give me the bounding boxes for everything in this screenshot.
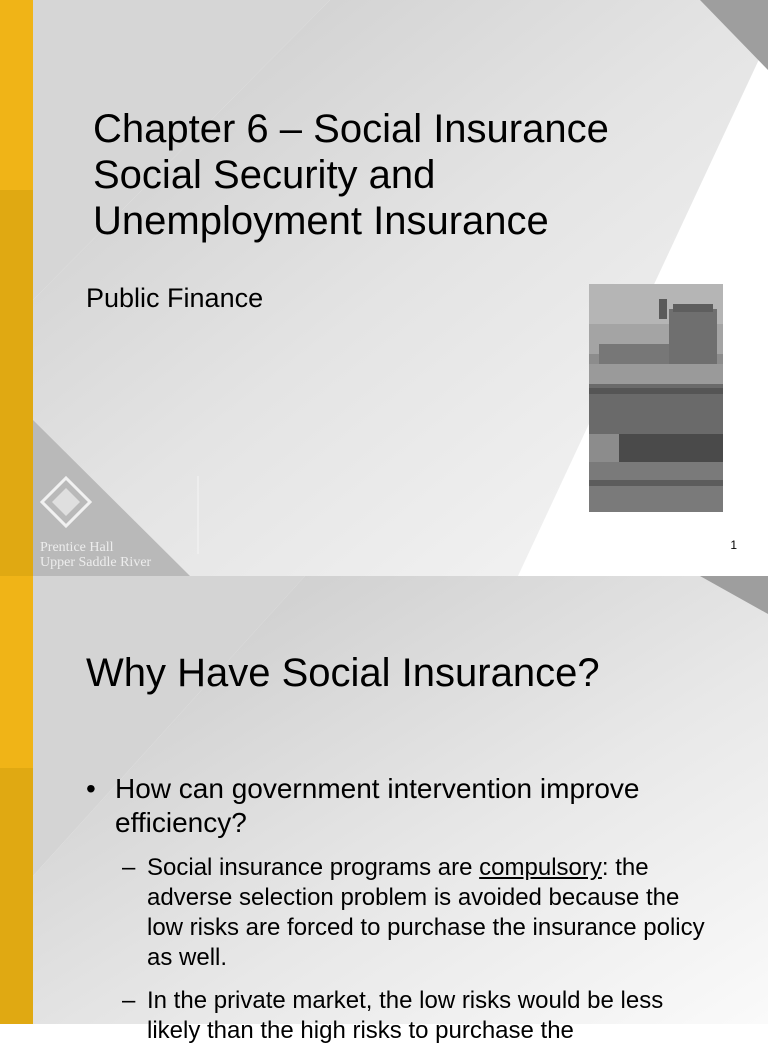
slide-number: 1 [730, 538, 737, 552]
bullet-text: How can government intervention improve efficiency? [115, 773, 640, 838]
sub-bullet-text-part: Social insurance programs are [147, 854, 480, 881]
title-line-1: Chapter 6 – Social Insurance [93, 107, 609, 151]
publisher-name-line-2: Upper Saddle River [40, 555, 152, 570]
sub-bullet-emphasis: compulsory [479, 854, 602, 881]
slide-subtitle: Public Finance [86, 283, 264, 313]
dash-marker: – [122, 987, 136, 1014]
sub-bullet-text [147, 853, 712, 973]
dash-marker: – [122, 854, 136, 881]
publisher-name [40, 540, 151, 570]
slide-title [93, 106, 733, 244]
sub-bullet-text-part: : the adverse selection problem is avoided because the low risks are forced to purchase the insurance policy as well. [147, 854, 705, 971]
bullet-marker: • [86, 773, 96, 804]
castle-photo [589, 284, 723, 512]
publisher-name-line-1: Prentice Hall [40, 540, 114, 555]
accent-bar-bottom [0, 190, 33, 576]
bullet-item [86, 772, 696, 840]
sub-bullet-item [122, 986, 712, 1046]
title-line-2: Social Security and [93, 153, 436, 197]
accent-bar-top [0, 576, 33, 768]
accent-bar-bottom [0, 768, 33, 1024]
slide-title: Why Have Social Insurance? [86, 651, 600, 695]
title-line-3: Unemployment Insurance [93, 199, 549, 243]
sub-bullet-text-part: In the private market, the low risks would be less likely than the high risks to purchase the [147, 987, 664, 1044]
sub-bullet-item [122, 853, 712, 973]
sub-bullet-text [147, 986, 712, 1046]
accent-bar-top [0, 0, 33, 190]
